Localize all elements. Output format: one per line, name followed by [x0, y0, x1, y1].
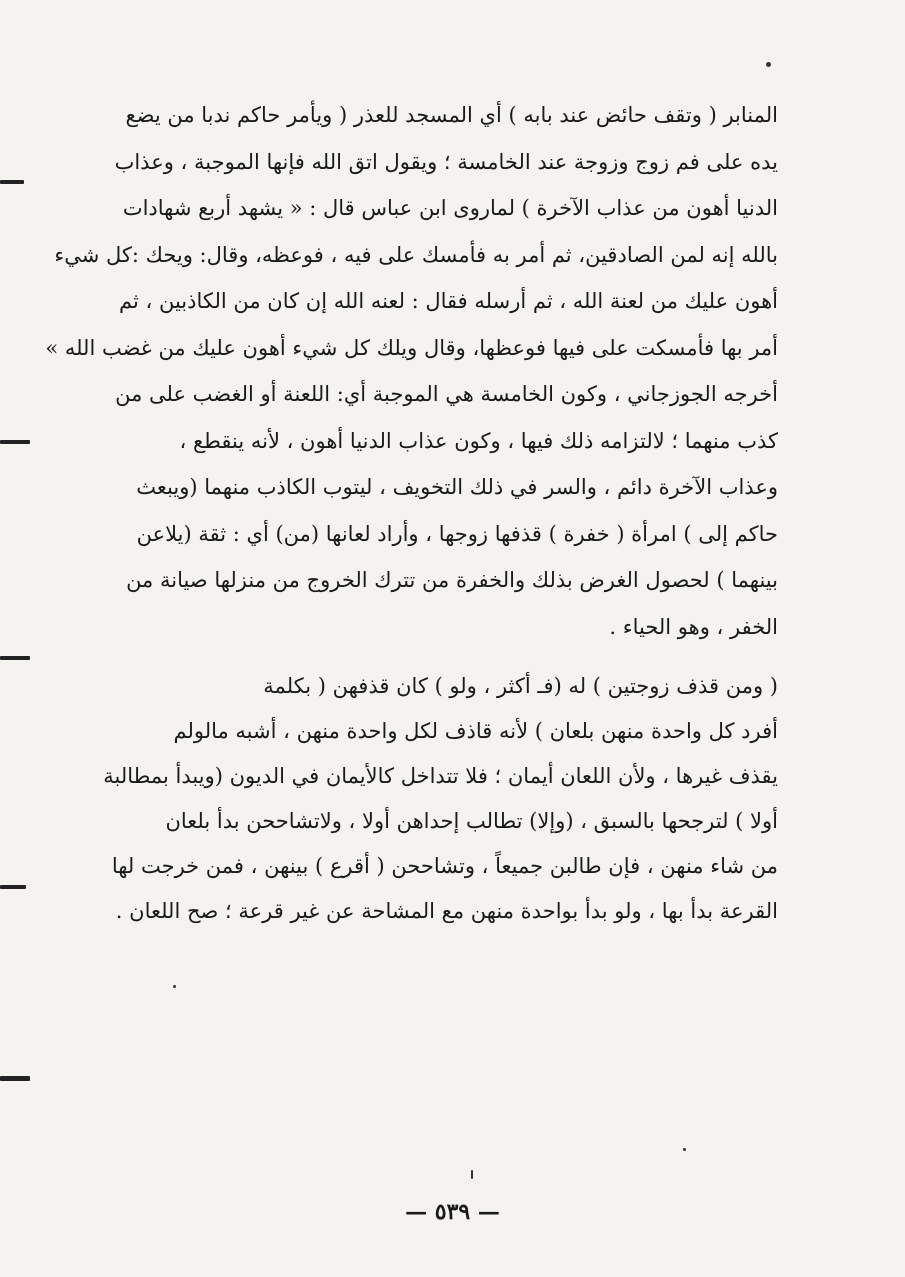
text-line: ( ومن قذف زوجتين ) له (فـ أكثر ، ولو ) كان قذفهن ( بكلمة	[263, 674, 778, 698]
text-line: القرعة بدأ بها ، ولو بدأ بواحدة منهن مع المشاحة عن غير قرعة ؛ صح اللعان .	[115, 899, 778, 923]
text-line: بينهما ) لحصول الغرض بذلك والخفرة من تترك الخروج من منزلها صيانة من	[126, 568, 778, 592]
text-line: يقذف غيرها ، ولأن اللعان أيمان ؛ فلا تتداخل كالأيمان في الديون (ويبدأ بمطالبة	[103, 764, 778, 788]
text-line: أهون عليك من لعنة الله ، ثم أرسله فقال : لعنه الله إن كان من الكاذبين ، ثم	[119, 289, 778, 313]
margin-mark	[0, 1076, 30, 1081]
margin-mark	[0, 656, 30, 660]
paragraph-1	[45, 92, 778, 650]
page-number: — ٥٣٩ —	[405, 1199, 500, 1225]
text-line: حاكم إلى ) امرأة ( خفرة ) قذفها زوجها ، وأراد لعانها (من) أي : ثقة (يلاعن	[136, 521, 778, 546]
text-line: وعذاب الآخرة دائم ، والسر في ذلك التخويف ، ليتوب الكاذب منهما (ويبعث	[136, 475, 778, 499]
speck	[683, 1148, 686, 1151]
text-line: الدنيا أهون من عذاب الآخرة ) لماروى ابن عباس قال : « يشهد أربع شهادات	[122, 196, 778, 220]
text-line: بالله إنه لمن الصادقين، ثم أمر به فأمسك على فيه ، فوعظه، وقال: ويحك :كل شيء	[54, 242, 778, 267]
text-line: الخفر ، وهو الحياء .	[609, 614, 778, 639]
margin-mark	[0, 440, 30, 444]
text-line: كذب منهما ؛ لالتزامه ذلك فيها ، وكون عذاب الدنيا أهون ، لأنه ينقطع ،	[179, 428, 778, 453]
text-line: من شاء منهن ، فإن طالبن جميعاً ، وتشاححن ( أقرع ) بينهن ، فمن خرجت لها	[111, 854, 778, 878]
speck	[471, 1170, 473, 1179]
text-line: أولا ) لترجحها بالسبق ، (وإلا) تطالب إحداهن أولا ، ولاتشاححن بدأ بلعان	[165, 809, 778, 833]
text-line: أفرد كل واحدة منهن بلعان ) لأنه قاذف لكل واحدة منهن ، أشبه مالولم	[173, 719, 778, 743]
text-line: المنابر ( وتقف حائض عند بابه ) أي المسجد للعذر ( ويأمر حاكم ندبا من يضع	[125, 103, 778, 127]
text-line: يده على فم زوج وزوجة عند الخامسة ؛ ويقول اتق الله فإنها الموجبة ، وعذاب	[114, 149, 778, 174]
paragraph-2	[103, 664, 778, 934]
speck	[173, 985, 176, 988]
text-line: أخرجه الجوزجاني ، وكون الخامسة هي الموجبة أي: اللعنة أو الغضب على من	[115, 382, 778, 406]
text-line: أمر بها فأمسكت على فيها فوعظها، وقال ويلك كل شيء أهون عليك من غضب الله »	[45, 335, 778, 360]
margin-mark	[0, 885, 26, 889]
margin-mark	[0, 180, 24, 184]
speck	[766, 62, 771, 67]
